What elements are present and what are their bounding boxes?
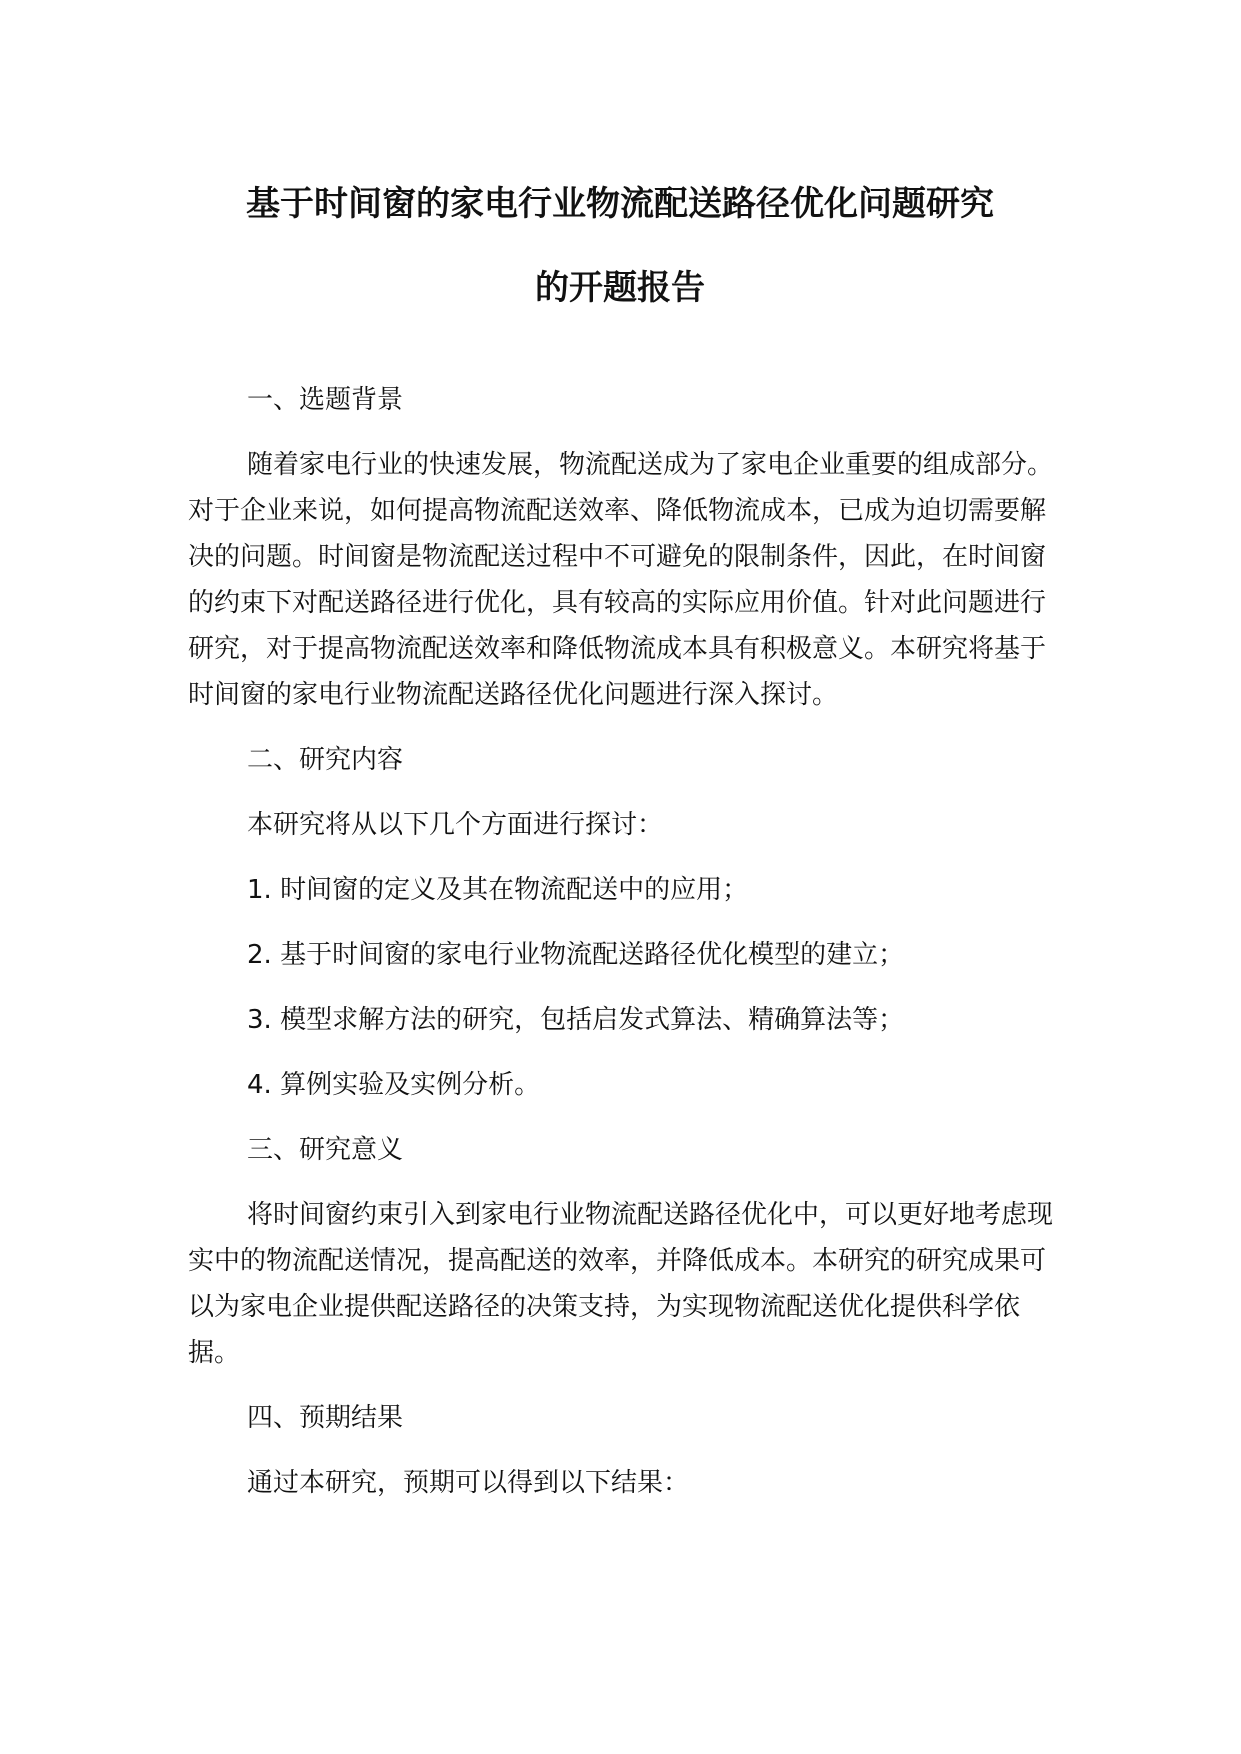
document-body [188,377,1068,1525]
paragraph-content-intro: 本研究将从以下几个方面进行探讨： [247,810,664,840]
list-item: 2. 基于时间窗的家电行业物流配送路径优化模型的建立； [247,940,905,970]
list-item: 4. 算例实验及实例分析。 [247,1070,541,1100]
section-heading-expected-results: 四、预期结果 [247,1403,404,1433]
section-heading-content: 二、研究内容 [247,745,404,775]
paragraph-significance: 将时间窗约束引入到家电行业物流配送路径优化中，可以更好地考虑现实中的物流配送情况，提高配送的效率，并降低成本。本研究的研究成果可以为家电企业提供配送路径的决策支持，为实现物流配送优化提供科学依据。 [188,1200,1054,1368]
list-item: 1. 时间窗的定义及其在物流配送中的应用； [247,875,749,905]
title-line-2: 的开题报告 [535,268,705,308]
paragraph-expected-intro: 通过本研究，预期可以得到以下结果： [247,1468,690,1498]
list-item: 3. 模型求解方法的研究，包括启发式算法、精确算法等； [247,1005,905,1035]
section-heading-background: 一、选题背景 [247,385,404,415]
paragraph-background: 随着家电行业的快速发展，物流配送成为了家电企业重要的组成部分。对于企业来说，如何提高物流配送效率、降低物流成本，已成为迫切需要解决的问题。时间窗是物流配送过程中不可避免的限制条件，因此，在时间窗的约束下对配送路径进行优化，具有较高的实际应用价值。针对此问题进行研究，对于提高物流配送效率和降低物流成本具有积极意义。本研究将基于时间窗的家电行业物流配送路径优化问题进行深入探讨。 [188,450,1054,710]
section-heading-significance: 三、研究意义 [247,1135,404,1165]
title-line-1: 基于时间窗的家电行业物流配送路径优化问题研究 [246,184,994,224]
